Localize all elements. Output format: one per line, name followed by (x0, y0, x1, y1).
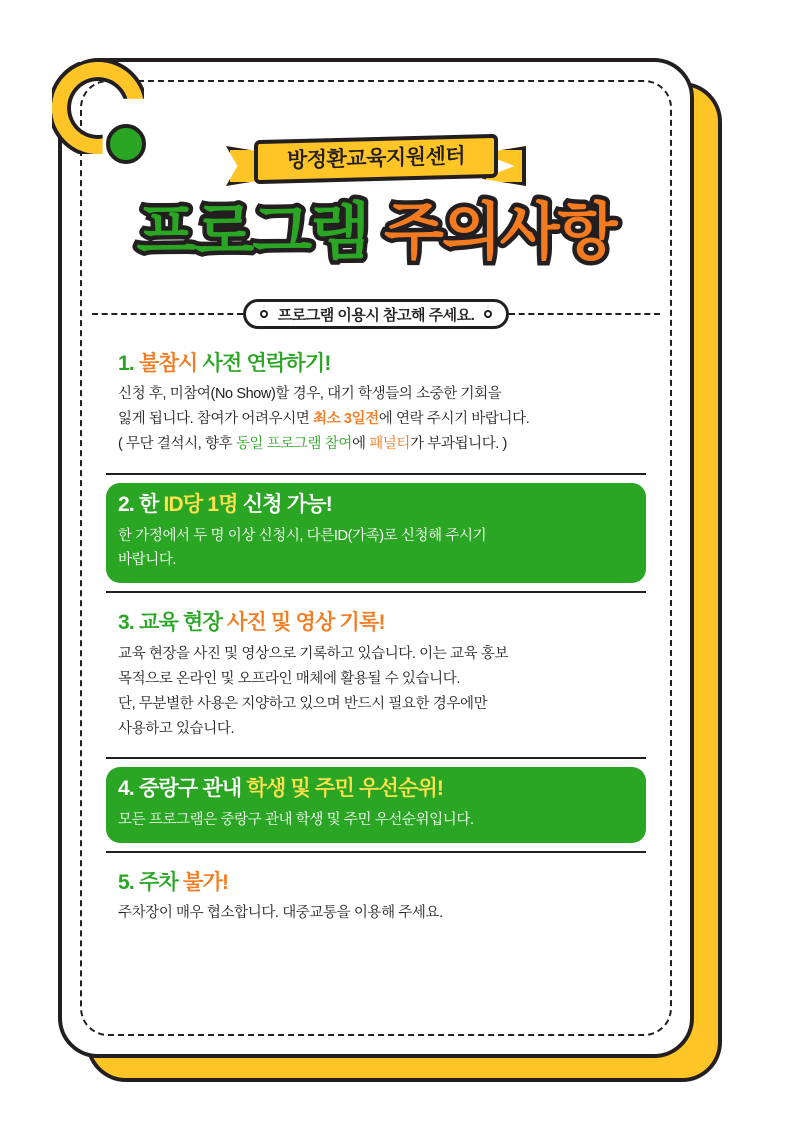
notice-heading-part-2-1: 2. (118, 493, 139, 517)
notice-text-run: 신청 후, 미참여(No Show)할 경우, 대기 학생들의 소중한 기회을 (118, 386, 502, 403)
notice-heading-part-4-3: 학생 및 주민 우선순위! (246, 777, 444, 801)
notice-heading-3 (118, 609, 634, 637)
notice-line (118, 717, 634, 742)
title-part-2: 주의사항 (384, 198, 616, 267)
notice-line (118, 382, 634, 407)
notice-item-5 (106, 861, 646, 936)
notice-line (118, 667, 634, 692)
notice-heading-5 (118, 869, 634, 897)
notice-text-run: 패널티 (369, 436, 411, 453)
notice-text-run: ( 무단 결석시, 향후 (118, 436, 236, 453)
section-divider (106, 473, 646, 475)
notice-item-3 (106, 601, 646, 751)
notice-body-5 (118, 901, 634, 926)
notice-heading-4 (118, 775, 634, 803)
notice-line (118, 432, 634, 457)
notice-heading-part-5-3: 불가! (182, 870, 229, 894)
banner-label: 방정환교육지원센터 (286, 144, 466, 173)
notice-text-run: 사용하고 있습니다. (118, 720, 235, 737)
notice-item-2 (106, 483, 646, 583)
notice-heading-part-2-3: ID당 1명 (163, 493, 243, 517)
notice-text-run: 가 부과됩니다. ) (410, 436, 507, 453)
notice-body-4 (118, 808, 634, 833)
notice-line (118, 808, 634, 833)
notice-text-run: 에 연락 주시기 바랍니다. (378, 411, 530, 428)
dot-left-icon (260, 310, 268, 318)
notice-heading-part-4-1: 4. (118, 777, 139, 801)
notice-heading-part-5-1: 5. (118, 870, 139, 894)
notice-body-2 (118, 524, 634, 574)
notice-line (118, 407, 634, 432)
notice-text-run: 잃게 됩니다. 참여가 어려우시면 (118, 411, 314, 428)
notice-text-run: 목적으로 온라인 및 오프라인 매체에 활용될 수 있습니다. (118, 670, 460, 687)
notice-heading-part-1-3: 사전 연락하기! (202, 352, 331, 375)
page-title (62, 190, 690, 276)
notice-line (118, 642, 634, 667)
dot-right-icon (484, 310, 492, 318)
notice-heading-part-2-2: 한 (138, 493, 164, 517)
notice-heading-part-3-3: 사진 및 영상 기록! (226, 611, 385, 635)
notice-item-4 (106, 767, 646, 842)
subtitle-rule-right (509, 313, 660, 315)
notice-text-run: 주차장이 매우 협소합니다. 대중교통을 이용해 주세요. (118, 905, 443, 922)
title-part-1: 프로그램 (136, 198, 368, 267)
notice-body-1 (118, 382, 634, 457)
subtitle-text: 프로그램 이용시 참고해 주세요. (277, 306, 475, 324)
notice-heading-part-4-2: 중랑구 관내 (138, 777, 247, 801)
notice-text-run: 단, 무분별한 사용은 지양하고 있으며 반드시 필요한 경우에만 (118, 695, 488, 712)
notice-heading-1 (118, 350, 634, 378)
notice-text-run: 모든 프로그램은 중랑구 관내 학생 및 주민 우선순위입니다. (118, 811, 474, 828)
notice-heading-part-3-2: 교육 현장 (138, 611, 227, 635)
notice-text-run: 교육 현장을 사진 및 영상으로 기록하고 있습니다. 이는 교육 홍보 (118, 645, 509, 662)
notice-section-list (106, 342, 646, 1024)
subtitle-row (92, 298, 660, 330)
notice-text-run: 에 (351, 436, 370, 453)
section-divider (106, 757, 646, 759)
ring-dot-icon (106, 124, 146, 164)
section-divider (106, 851, 646, 853)
notice-line (118, 548, 634, 573)
notice-heading-part-1-1: 1. (118, 352, 139, 375)
center-banner (62, 130, 690, 190)
poster-card (58, 58, 694, 1058)
notice-line (118, 692, 634, 717)
notice-text-run: 한 가정에서 두 명 이상 신청시, 다른ID(가족)로 신청해 주시기 (118, 527, 487, 544)
notice-line (118, 901, 634, 926)
notice-line (118, 524, 634, 549)
notice-item-1 (106, 342, 646, 467)
subtitle-pill (243, 299, 510, 329)
notice-heading-2 (118, 491, 634, 519)
notice-text-run: 최소 3일전 (313, 411, 379, 428)
notice-text-run: 동일 프로그램 참여 (235, 436, 352, 453)
section-divider (106, 591, 646, 593)
notice-heading-part-3-1: 3. (118, 611, 139, 635)
notice-text-run: 바랍니다. (118, 552, 177, 569)
notice-heading-part-2-4: 신청 가능! (242, 493, 332, 517)
notice-heading-part-5-2: 주차 (138, 870, 183, 894)
notice-heading-part-1-2: 불참시 (138, 352, 203, 375)
subtitle-rule-left (92, 313, 243, 315)
notice-body-3 (118, 642, 634, 742)
